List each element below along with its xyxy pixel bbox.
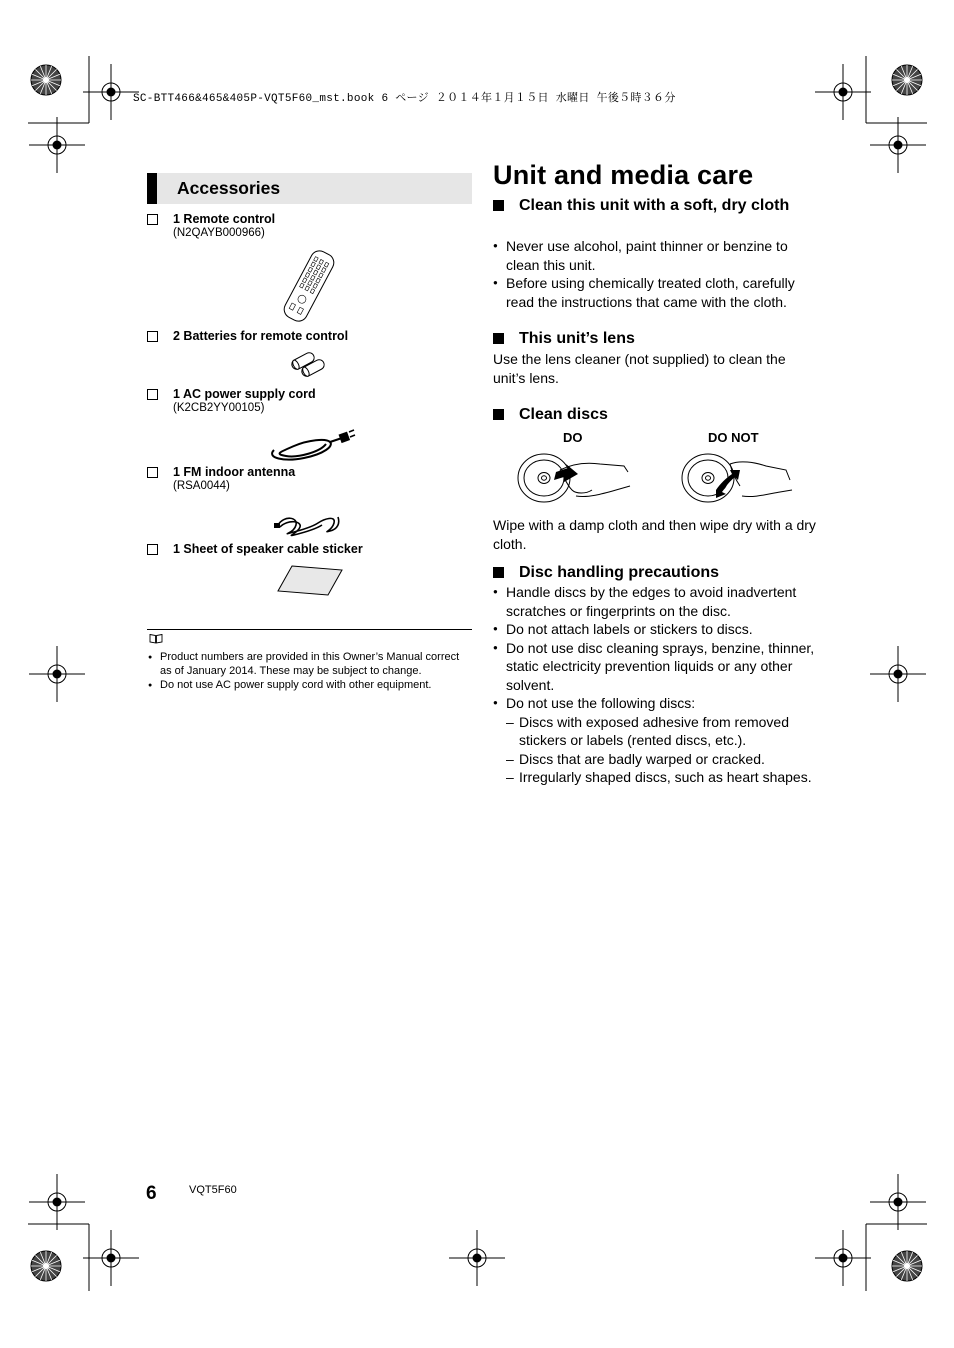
note-book-icon [149, 633, 163, 644]
square-bullet-icon [493, 567, 504, 578]
section-heading-clean-unit: Clean this unit with a soft, dry cloth [493, 195, 813, 216]
accessories-heading [147, 173, 472, 204]
checkbox[interactable] [147, 331, 158, 342]
accessory-label: 1 Sheet of speaker cable sticker [173, 542, 363, 556]
disc-wipe-do-not-icon [680, 450, 796, 506]
list-item: ● Never use alcohol, paint thinner or benzine to clean this unit. [493, 237, 818, 274]
disc-wipe-do-icon [516, 450, 632, 506]
section-heading-lens: This unit’s lens [493, 328, 813, 349]
list-item: ● Do not attach labels or stickers to discs. [493, 620, 818, 639]
checkbox[interactable] [147, 544, 158, 555]
accessory-label: 2 Batteries for remote control [173, 329, 349, 343]
note-divider [147, 629, 472, 630]
clean-unit-list [493, 237, 818, 311]
checkbox[interactable] [147, 214, 158, 225]
do-not-label: DO NOT [708, 430, 759, 445]
accessory-label: 1 Remote control [173, 212, 276, 226]
note-item: ● Product numbers are provided in this Owner’s Manual correct as of January 2014. These may be subject to change. [147, 651, 472, 678]
accessory-code: (K2CB2YY00105) [173, 402, 265, 414]
document-code: VQT5F60 [189, 1184, 237, 1196]
list-item: ● Handle discs by the edges to avoid inadvertent scratches or fingerprints on the disc. [493, 583, 818, 620]
sub-list-item: – Discs that are badly warped or cracked. [506, 750, 818, 769]
accessories-title: Accessories [177, 178, 281, 198]
power-cord-icon [264, 428, 356, 464]
sub-list-item: – Discs with exposed adhesive from removed stickers or labels (rented discs, etc.). [506, 713, 818, 750]
square-bullet-icon [493, 200, 504, 211]
sticker-sheet-icon [276, 563, 344, 597]
checkbox[interactable] [147, 467, 158, 478]
do-label: DO [563, 430, 583, 445]
accessory-label: 1 FM indoor antenna [173, 465, 296, 479]
list-item: ● Do not use disc cleaning sprays, benzine, thinner, static electricity prevention liquids or any other solvent. [493, 639, 818, 695]
list-item-text: Do not use the following discs: [506, 695, 696, 711]
sub-list [506, 713, 818, 787]
list-item [493, 694, 818, 787]
accessory-notes [147, 651, 472, 693]
square-bullet-icon [493, 409, 504, 420]
print-header: SC-BTT466&465&405P-VQT5F60_mst.book 6 ページ ２０１４年１月１５日 水曜日 午後５時３６分 [133, 93, 676, 105]
checkbox[interactable] [147, 389, 158, 400]
batteries-icon [287, 349, 331, 379]
lens-text: Use the lens cleaner (not supplied) to clean the unit’s lens. [493, 351, 786, 386]
accessory-label: 1 AC power supply cord [173, 387, 316, 401]
page-title: Unit and media care [493, 160, 754, 190]
sub-list-item: – Irregularly shaped discs, such as heart shapes. [506, 768, 818, 787]
accessory-code: (RSA0044) [173, 480, 230, 492]
handling-list [493, 583, 818, 787]
heading-bar [147, 173, 157, 204]
page-number: 6 [146, 1183, 157, 1204]
accessory-code: (N2QAYB000966) [173, 227, 265, 239]
disc-cleaning-text: Wipe with a damp cloth and then wipe dry with a dry cloth. [493, 517, 816, 552]
fm-antenna-icon [272, 505, 344, 539]
note-item: ● Do not use AC power supply cord with other equipment. [147, 679, 472, 693]
square-bullet-icon [493, 333, 504, 344]
list-item: ● Before using chemically treated cloth, carefully read the instructions that came with the cloth. [493, 274, 818, 311]
section-heading-handling: Disc handling precautions [493, 562, 813, 583]
remote-control-icon [274, 248, 344, 324]
section-heading-discs: Clean discs [493, 404, 813, 425]
